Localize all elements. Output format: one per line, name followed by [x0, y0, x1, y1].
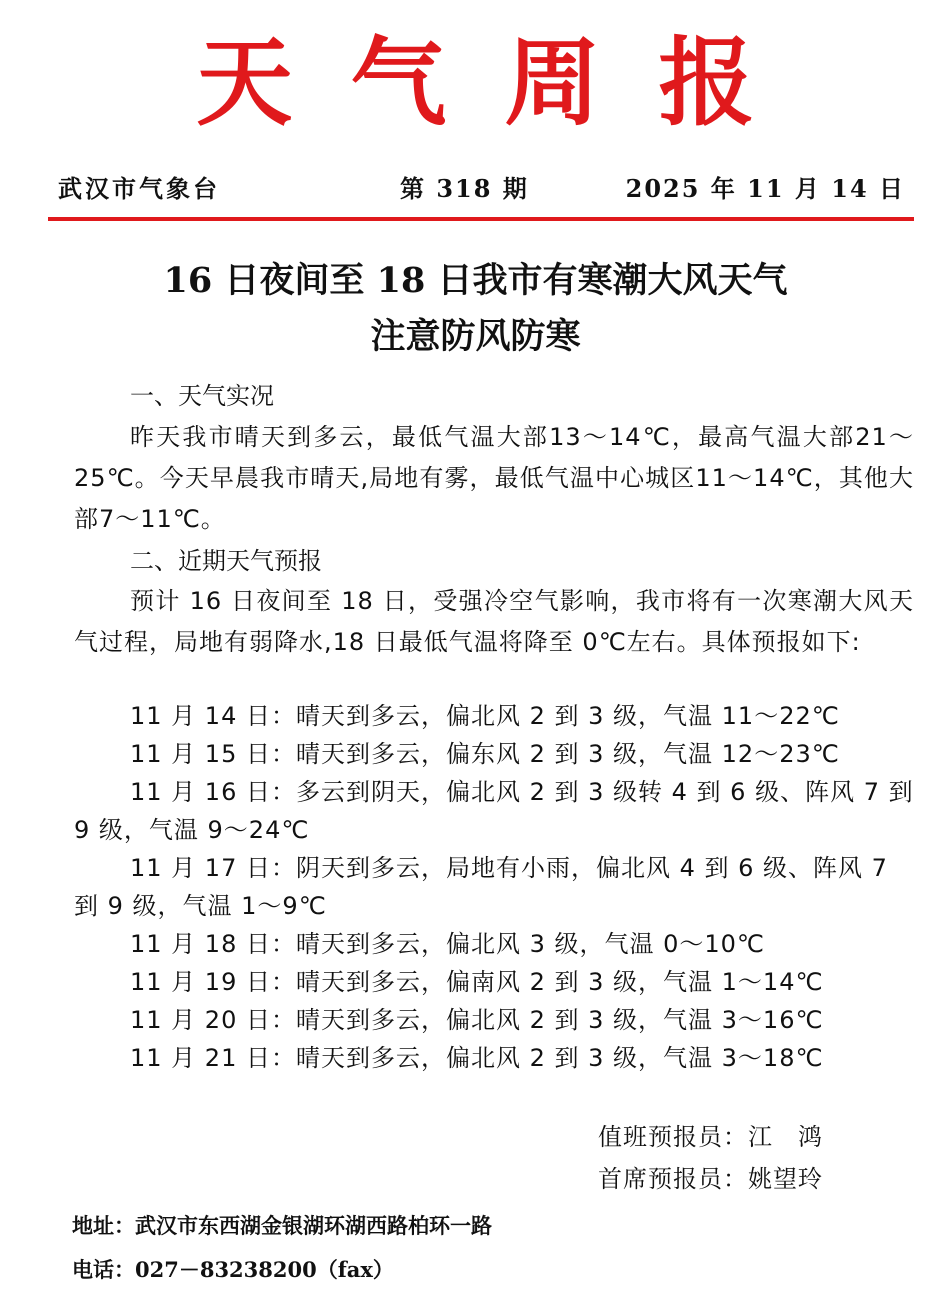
footer-phone — [72, 1253, 394, 1287]
forecast-date: 11 月 19 日 — [130, 968, 271, 996]
forecast-item — [74, 773, 914, 849]
footer-address — [72, 1209, 492, 1243]
forecast-text: 晴天到多云，偏北风 2 到 3 级，气温 3～18℃ — [295, 1044, 824, 1072]
forecast-separator: ： — [270, 702, 296, 730]
observations-block — [74, 417, 914, 540]
chief-forecaster-name: 姚望玲 — [748, 1165, 823, 1193]
forecast-item — [74, 1039, 914, 1077]
forecast-date: 11 月 21 日 — [130, 1044, 271, 1072]
phone-value: 027－83238200（fax） — [135, 1257, 394, 1282]
forecast-separator: ： — [270, 930, 296, 958]
forecast-item — [74, 697, 914, 735]
forecast-separator: ： — [270, 968, 296, 996]
forecast-separator: ： — [270, 854, 296, 882]
forecast-text: 多云到阴天，偏北风 2 到 3 级转 4 到 6 级、阵风 7 到 9 级，气温 9～24℃ — [74, 778, 914, 844]
forecast-text: 阴天到多云，局地有小雨，偏北风 4 到 6 级、阵风 7 到 9 级，气温 1～9℃ — [74, 854, 888, 920]
phone-label: 电话： — [72, 1257, 135, 1282]
forecast-text: 晴天到多云，偏北风 2 到 3 级，气温 3～16℃ — [295, 1006, 824, 1034]
forecast-item — [74, 963, 914, 1001]
forecast-text: 晴天到多云，偏南风 2 到 3 级，气温 1～14℃ — [295, 968, 824, 996]
section-heading-observations: 一、天气实况 — [130, 382, 274, 410]
address-label: 地址： — [72, 1213, 135, 1238]
forecast-intro-paragraph: 预计 16 日夜间至 18 日，受强冷空气影响，我市将有一次寒潮大风天气过程，局地有弱降水,18 日最低气温将降至 0℃左右。具体预报如下: — [74, 587, 914, 656]
forecast-date: 11 月 16 日 — [130, 778, 271, 806]
forecast-date: 11 月 18 日 — [130, 930, 271, 958]
address-value: 武汉市东西湖金银湖环湖西路柏环一路 — [135, 1213, 492, 1238]
forecast-separator: ： — [270, 1006, 296, 1034]
issue-number: 第 318 期 — [400, 174, 529, 203]
duty-forecaster-name: 江 鸿 — [748, 1123, 823, 1151]
forecast-separator: ： — [270, 740, 296, 768]
forecast-date: 11 月 17 日 — [130, 854, 271, 882]
forecast-text: 晴天到多云，偏北风 2 到 3 级，气温 11～22℃ — [295, 702, 840, 730]
forecast-item — [74, 849, 914, 925]
section-heading-forecast: 二、近期天气预报 — [130, 547, 322, 575]
duty-forecaster — [598, 1117, 823, 1157]
forecast-item — [74, 735, 914, 773]
forecast-text: 晴天到多云，偏北风 3 级，气温 0～10℃ — [295, 930, 765, 958]
forecast-date: 11 月 20 日 — [130, 1006, 271, 1034]
forecast-date: 11 月 15 日 — [130, 740, 271, 768]
chief-forecaster — [598, 1159, 823, 1199]
forecast-separator: ： — [270, 778, 296, 806]
masthead-title: 天气周报 — [196, 26, 813, 139]
issuing-organization: 武汉市气象台 — [58, 174, 220, 203]
headline-line-2: 注意防风防寒 — [370, 316, 581, 357]
forecast-date: 11 月 14 日 — [130, 702, 271, 730]
headline-line-1: 16 日夜间至 18 日我市有寒潮大风天气 — [163, 260, 788, 301]
duty-forecaster-label: 值班预报员： — [598, 1123, 748, 1151]
chief-forecaster-label: 首席预报员： — [598, 1165, 748, 1193]
forecast-intro-block — [74, 581, 914, 663]
forecast-item — [74, 925, 914, 963]
observations-paragraph: 昨天我市晴天到多云，最低气温大部13～14℃，最高气温大部21～25℃。今天早晨我市晴天,局地有雾，最低气温中心城区11～14℃，其他大部7～11℃。 — [74, 423, 914, 533]
forecast-separator: ： — [270, 1044, 296, 1072]
issue-date: 2025 年 11 月 14 日 — [625, 174, 905, 203]
forecast-item — [74, 1001, 914, 1039]
header-divider — [48, 217, 914, 221]
forecast-text: 晴天到多云，偏东风 2 到 3 级，气温 12～23℃ — [295, 740, 840, 768]
